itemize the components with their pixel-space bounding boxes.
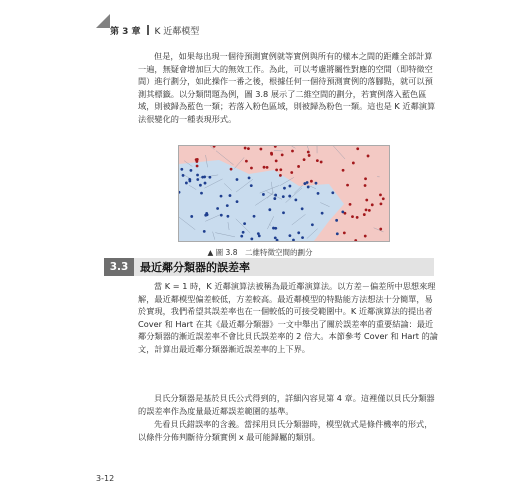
running-header [96, 22, 199, 38]
paragraph-2: 當 K = 1 時，K 近鄰演算法被稱為最近鄰演算法。以方差－偏差所中思想來理解，最近鄰模型偏差較低，方差較高。最近鄰模型的特點能方法想法十分簡單，易於實現，我們希望其誤差率也在一個較低的可接受範圍中。K 近鄰演算法的提出者 Cover 和 Hart 在其《最近鄰分類器》一文中舉出了關於誤差率的重要結論：最近鄰分類器的漸近誤差率不會比貝氏誤差率的 2 倍大。本節參考 Cover 和 Hart 的論文，計算出最近鄰分類器漸近誤差率的上下界。 [138, 281, 438, 354]
voronoi-partition-image [179, 146, 389, 241]
page-number: 3-12 [96, 474, 115, 483]
header-title: K 近鄰模型 [154, 26, 200, 37]
header-separator [147, 25, 149, 35]
paragraph-1: 但是，如果每出現一個待預測實例就等實例與所有的樣本之間的距離全部計算一遍，無疑會增加巨大的無效工作。為此，可以考慮將屬性對應的空間（即特徵空間）進行劃分，如此操作一番之後，根據任何一個待預測實例的落腳點，就可以預測其標籤。以分類問題為例，圖 3.8 展示了二維空間的劃分，若實例落入藍色區域，則被歸為藍色一類；若落入粉色區域，則被歸為粉色一類。這也是 K 近鄰演算法很變化的一種表現形式。 [138, 51, 436, 124]
section-heading [104, 258, 434, 276]
paragraph-3: 貝氏分類器是基於貝氏公式得到的，詳細內容見第 4 章。這裡僅以貝氏分類器的誤差率作為度量最近鄰誤差範圍的基準。 [138, 393, 435, 416]
feature-space-figure [178, 145, 390, 242]
section-title: 最近鄰分類器的誤差率 [134, 258, 434, 276]
header-chapter: 第 3 章 [110, 26, 141, 37]
section-number: 3.3 [104, 258, 134, 276]
paragraph-4: 先看貝氏錯誤率的含義。當採用貝氏分類器時，模型就式是條件機率的形式，以條件分佈判斷待分類實例 x 最可能歸屬的類別。 [138, 419, 433, 442]
figure-caption: ▲ 圖 3.8 二維特徵空間的劃分 [207, 248, 313, 257]
